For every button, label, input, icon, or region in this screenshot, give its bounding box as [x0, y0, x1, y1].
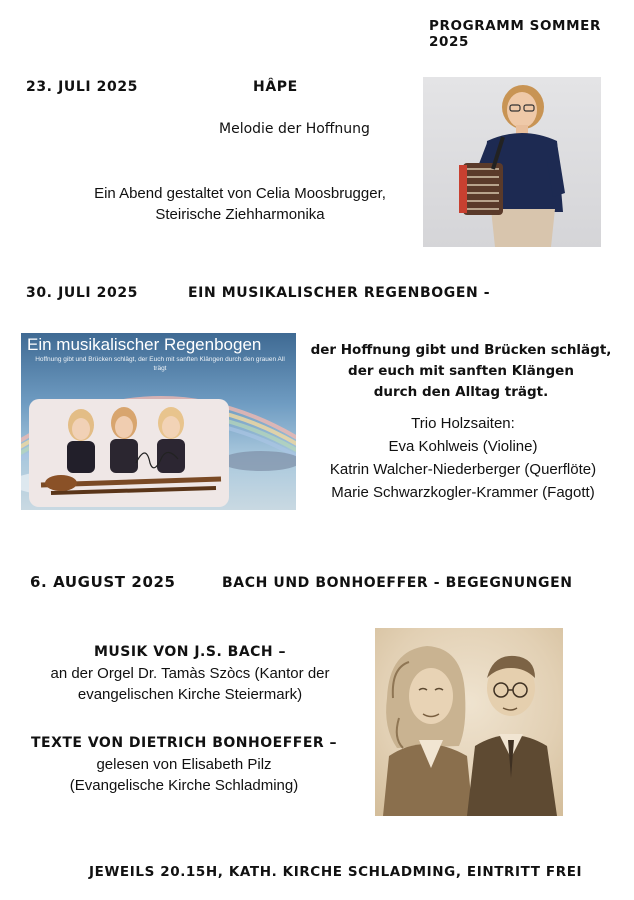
- event2-tagline-line2: der euch mit sanften Klängen: [348, 363, 574, 379]
- event1-description: [70, 183, 410, 225]
- bach-bonhoeffer-portrait: [375, 628, 563, 816]
- event1-desc-line1: Ein Abend gestaltet von Celia Moosbrugger,: [94, 185, 386, 202]
- performer-photo-illustration: [423, 77, 601, 247]
- footer-info: JEWEILS 20.15H, KATH. KIRCHE SCHLADMING, EINTRITT FREI: [89, 864, 583, 880]
- event3-date: 6. AUGUST 2025: [30, 573, 176, 591]
- event3-texts-line1: gelesen von Elisabeth Pilz: [96, 756, 272, 773]
- event3-music-block: [20, 644, 360, 705]
- event3-texts-line2: (Evangelische Kirche Schladming): [69, 777, 299, 794]
- trio-poster-caption-line1: Hoffnung gibt und Brücken schlägt, der Euch mit sanften Klängen durch den grauen All: [35, 356, 285, 363]
- event1-desc-line2: Steirische Ziehharmonika: [155, 206, 325, 223]
- event1-subtitle: Melodie der Hoffnung: [219, 121, 370, 137]
- event2-tagline-line3: durch den Alltag trägt.: [373, 384, 549, 400]
- event2-ensemble: [300, 412, 626, 504]
- event2-member: Katrin Walcher-Niederberger (Querflöte): [329, 461, 597, 478]
- event2-member: Marie Schwarzkogler-Krammer (Fagott): [331, 484, 595, 501]
- event1-title: HÂPE: [253, 79, 298, 95]
- event1-date: 23. JULI 2025: [26, 79, 139, 95]
- trio-poster-image: [21, 333, 296, 510]
- page-header-title: PROGRAMM SOMMER 2025: [429, 18, 601, 50]
- event3-texts-heading: TEXTE VON DIETRICH BONHOEFFER –: [30, 735, 338, 751]
- trio-poster-title: Ein musikalischer Regenbogen: [27, 335, 262, 354]
- event3-music-line2: evangelischen Kirche Steiermark): [77, 686, 303, 703]
- bach-bonhoeffer-illustration: [375, 628, 563, 816]
- trio-poster-caption-line2: trägt: [153, 365, 167, 372]
- event3-texts-block: [14, 735, 354, 796]
- event3-title: BACH UND BONHOEFFER - BEGEGNUNGEN: [222, 575, 573, 591]
- trio-poster-illustration: [21, 333, 296, 510]
- event2-date: 30. JULI 2025: [26, 285, 139, 301]
- event2-member: Eva Kohlweis (Violine): [388, 438, 538, 455]
- event2-tagline-line1: der Hoffnung gibt und Brücken schlägt,: [310, 342, 612, 358]
- event3-music-heading: MUSIK VON J.S. BACH –: [93, 644, 287, 660]
- event2-ensemble-name: Trio Holzsaiten:: [411, 415, 515, 432]
- event2-tagline: [300, 340, 622, 403]
- event3-music-line1: an der Orgel Dr. Tamàs Szòcs (Kantor der: [50, 665, 330, 682]
- performer-photo: [423, 77, 601, 247]
- event2-title: EIN MUSIKALISCHER REGENBOGEN -: [188, 285, 491, 301]
